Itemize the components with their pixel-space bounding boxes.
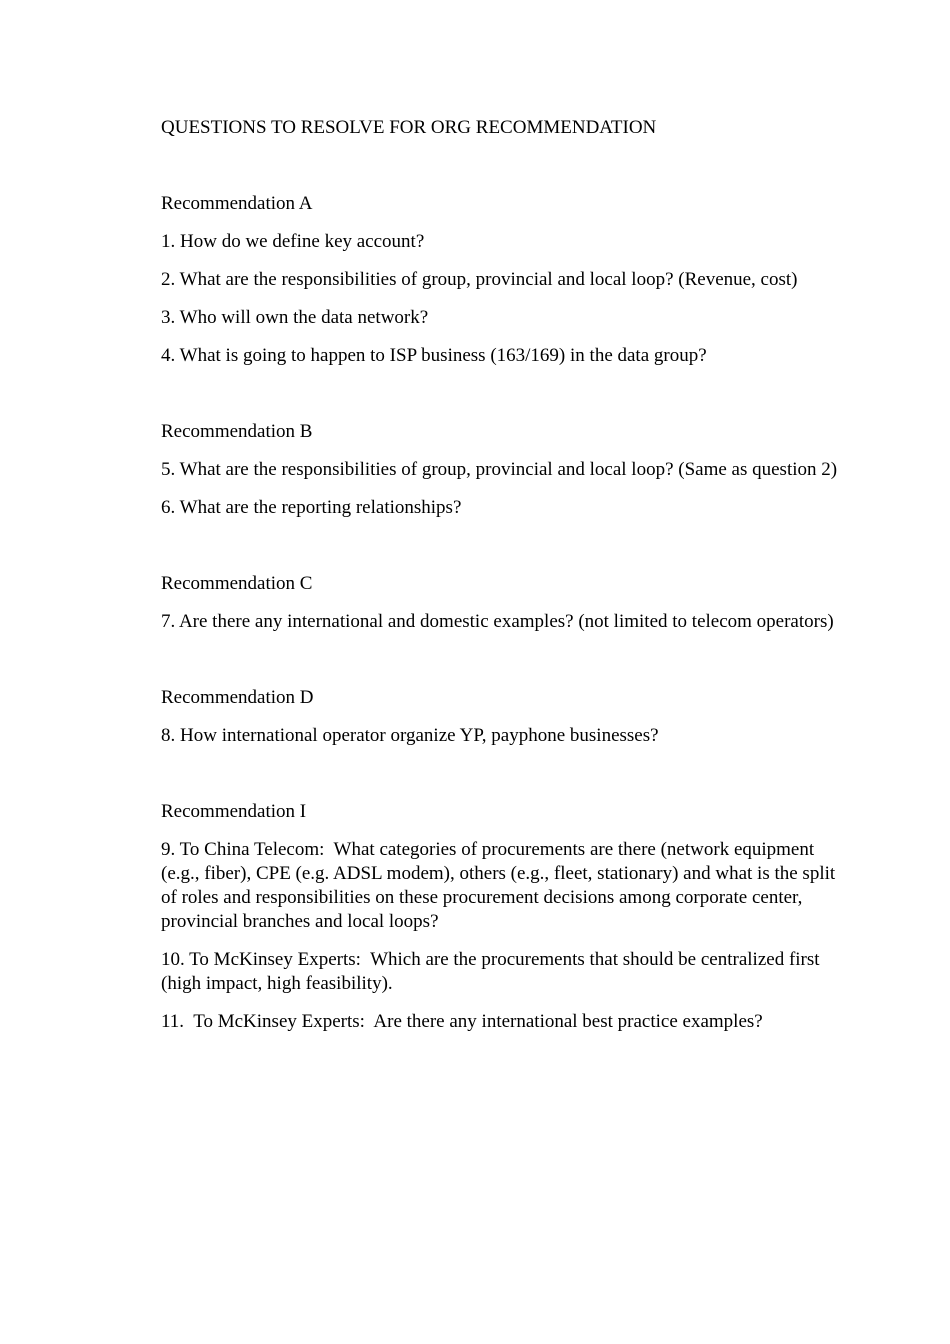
document-page <box>161 116 851 1034</box>
section-heading: Recommendation A <box>161 193 313 214</box>
question-item: 2. What are the responsibilities of group, provincial and local loop? (Revenue, cost) <box>161 269 798 290</box>
section-heading: Recommendation I <box>161 801 307 822</box>
document-title: QUESTIONS TO RESOLVE FOR ORG RECOMMENDATION <box>161 117 657 138</box>
section-heading: Recommendation C <box>161 573 313 594</box>
question-item: 11. To McKinsey Experts: Are there any international best practice examples? <box>161 1011 763 1032</box>
section-recommendation-a <box>161 192 851 368</box>
section-heading: Recommendation D <box>161 687 314 708</box>
question-item: 1. How do we define key account? <box>161 231 425 252</box>
section-recommendation-i <box>161 800 851 1034</box>
section-recommendation-d <box>161 686 851 748</box>
question-item: 8. How international operator organize YP, payphone businesses? <box>161 725 659 746</box>
question-item: 10. To McKinsey Experts: Which are the procurements that should be centralized first (high impact, high feasibility). <box>161 949 825 994</box>
question-item: 4. What is going to happen to ISP business (163/169) in the data group? <box>161 345 707 366</box>
section-recommendation-b <box>161 420 851 520</box>
question-item: 3. Who will own the data network? <box>161 307 429 328</box>
section-recommendation-c <box>161 572 851 634</box>
question-item: 5. What are the responsibilities of group, provincial and local loop? (Same as question 2) <box>161 459 838 480</box>
section-heading: Recommendation B <box>161 421 313 442</box>
question-item: 9. To China Telecom: What categories of procurements are there (network equipment (e.g., fiber), CPE (e.g. ADSL modem), others (e.g., fleet, stationary) and what is the split of roles and responsibilities on these procurement decisions among corporate center, provincial branches and local loops? <box>161 839 840 932</box>
question-item: 7. Are there any international and domestic examples? (not limited to telecom operators) <box>161 611 834 632</box>
question-item: 6. What are the reporting relationships? <box>161 497 462 518</box>
